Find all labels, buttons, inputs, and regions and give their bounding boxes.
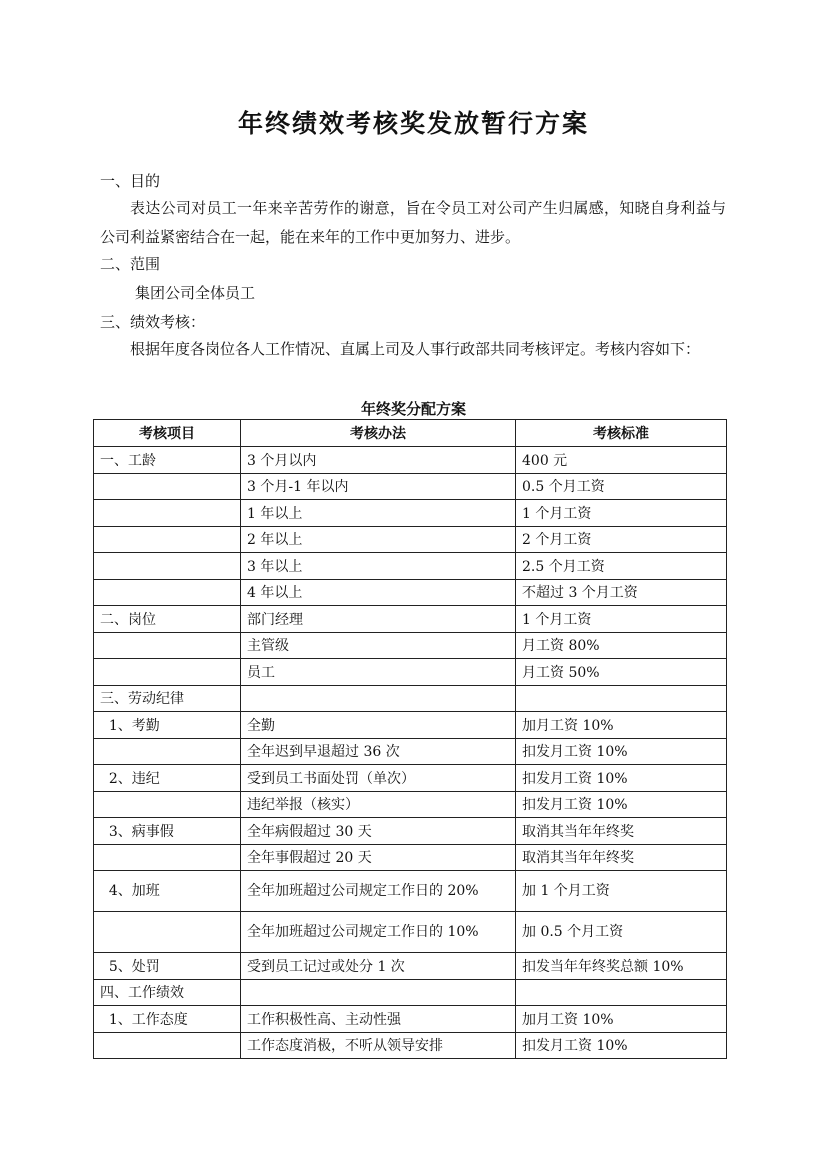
cell-standard: 月工资 50%: [516, 659, 727, 686]
table-row: [94, 818, 727, 845]
cell-standard: 2.5 个月工资: [516, 553, 727, 580]
table-row: [94, 632, 727, 659]
cell-item: [94, 659, 241, 686]
table-row: [94, 953, 727, 980]
cell-method: 违纪举报（核实）: [241, 791, 516, 818]
cell-method: 4 年以上: [241, 579, 516, 606]
cell-item: [94, 844, 241, 871]
table-row: [94, 979, 727, 1006]
cell-standard: 400 元: [516, 447, 727, 474]
cell-method: 员工: [241, 659, 516, 686]
cell-standard: [516, 685, 727, 712]
section-2-body: 集团公司全体员工: [135, 284, 256, 302]
cell-item: 3、病事假: [94, 818, 241, 845]
cell-item: 二、岗位: [94, 606, 241, 633]
cell-standard: 扣发月工资 10%: [516, 1032, 727, 1059]
cell-method: 3 个月-1 年以内: [241, 473, 516, 500]
table-row: [94, 473, 727, 500]
cell-method: [241, 685, 516, 712]
table-row: [94, 579, 727, 606]
cell-method: 受到员工书面处罚（单次）: [241, 765, 516, 792]
cell-method: 全年病假超过 30 天: [241, 818, 516, 845]
cell-standard: [516, 979, 727, 1006]
table-row: [94, 844, 727, 871]
section-3-body: 根据年度各岗位各人工作情况、直属上司及人事行政部共同考核评定。考核内容如下：: [130, 340, 701, 358]
cell-item: [94, 500, 241, 527]
bonus-allocation-table: [93, 419, 727, 1059]
section-3-heading: 三、绩效考核：: [100, 313, 206, 331]
cell-method: 受到员工记过或处分 1 次: [241, 953, 516, 980]
cell-item: [94, 553, 241, 580]
cell-method: 3 年以上: [241, 553, 516, 580]
table-caption: 年终奖分配方案: [360, 400, 466, 418]
table-row: [94, 712, 727, 739]
cell-item: 2、违纪: [94, 765, 241, 792]
cell-item: 5、处罚: [94, 953, 241, 980]
cell-standard: 2 个月工资: [516, 526, 727, 553]
cell-standard: 加月工资 10%: [516, 1006, 727, 1033]
cell-method: 3 个月以内: [241, 447, 516, 474]
table-row: [94, 791, 727, 818]
cell-item: 1、工作态度: [94, 1006, 241, 1033]
cell-method: 工作积极性高、主动性强: [241, 1006, 516, 1033]
column-header-standard: 考核标准: [516, 420, 727, 447]
cell-standard: 扣发月工资 10%: [516, 738, 727, 765]
cell-item: 一、工龄: [94, 447, 241, 474]
cell-item: [94, 1032, 241, 1059]
table-row: [94, 500, 727, 527]
table-body: [94, 447, 727, 1059]
cell-standard: 取消其当年年终奖: [516, 844, 727, 871]
cell-standard: 扣发月工资 10%: [516, 765, 727, 792]
cell-item: 4、加班: [94, 871, 241, 912]
table-row: [94, 553, 727, 580]
column-header-method: 考核办法: [241, 420, 516, 447]
section-1-heading: 一、目的: [100, 172, 161, 190]
cell-method: 2 年以上: [241, 526, 516, 553]
table-row: [94, 871, 727, 912]
cell-method: 1 年以上: [241, 500, 516, 527]
cell-standard: 1 个月工资: [516, 606, 727, 633]
cell-standard: 扣发当年年终奖总额 10%: [516, 953, 727, 980]
table-header-row: [94, 420, 727, 447]
table-row: [94, 526, 727, 553]
cell-item: 四、工作绩效: [94, 979, 241, 1006]
table-row: [94, 912, 727, 953]
table-row: [94, 738, 727, 765]
table-row: [94, 765, 727, 792]
cell-item: [94, 579, 241, 606]
cell-standard: 不超过 3 个月工资: [516, 579, 727, 606]
cell-standard: 0.5 个月工资: [516, 473, 727, 500]
cell-method: 主管级: [241, 632, 516, 659]
table-row: [94, 1032, 727, 1059]
table-row: [94, 659, 727, 686]
cell-item: [94, 791, 241, 818]
cell-standard: 加 1 个月工资: [516, 871, 727, 912]
table-row: [94, 606, 727, 633]
cell-method: 全年加班超过公司规定工作日的 10%: [241, 912, 516, 953]
cell-standard: 取消其当年年终奖: [516, 818, 727, 845]
cell-method: 部门经理: [241, 606, 516, 633]
table-row: [94, 1006, 727, 1033]
cell-item: [94, 526, 241, 553]
cell-item: 三、劳动纪律: [94, 685, 241, 712]
section-1-body: 表达公司对员工一年来辛苦劳作的谢意，旨在令员工对公司产生归属感，知晓自身利益与公司利益紧密结合在一起，能在来年的工作中更加努力、进步。: [100, 199, 726, 246]
cell-method: [241, 979, 516, 1006]
cell-standard: 扣发月工资 10%: [516, 791, 727, 818]
cell-standard: 1 个月工资: [516, 500, 727, 527]
cell-method: 全年加班超过公司规定工作日的 20%: [241, 871, 516, 912]
table-row: [94, 685, 727, 712]
cell-method: 全勤: [241, 712, 516, 739]
cell-item: [94, 473, 241, 500]
cell-method: 全年迟到早退超过 36 次: [241, 738, 516, 765]
table-row: [94, 447, 727, 474]
cell-item: [94, 912, 241, 953]
cell-item: [94, 632, 241, 659]
section-2-heading: 二、范围: [100, 255, 161, 273]
document-title: 年终绩效考核奖发放暂行方案: [237, 109, 589, 138]
cell-method: 工作态度消极，不听从领导安排: [241, 1032, 516, 1059]
cell-standard: 加月工资 10%: [516, 712, 727, 739]
cell-item: [94, 738, 241, 765]
cell-standard: 月工资 80%: [516, 632, 727, 659]
column-header-item: 考核项目: [94, 420, 241, 447]
cell-method: 全年事假超过 20 天: [241, 844, 516, 871]
cell-item: 1、考勤: [94, 712, 241, 739]
cell-standard: 加 0.5 个月工资: [516, 912, 727, 953]
